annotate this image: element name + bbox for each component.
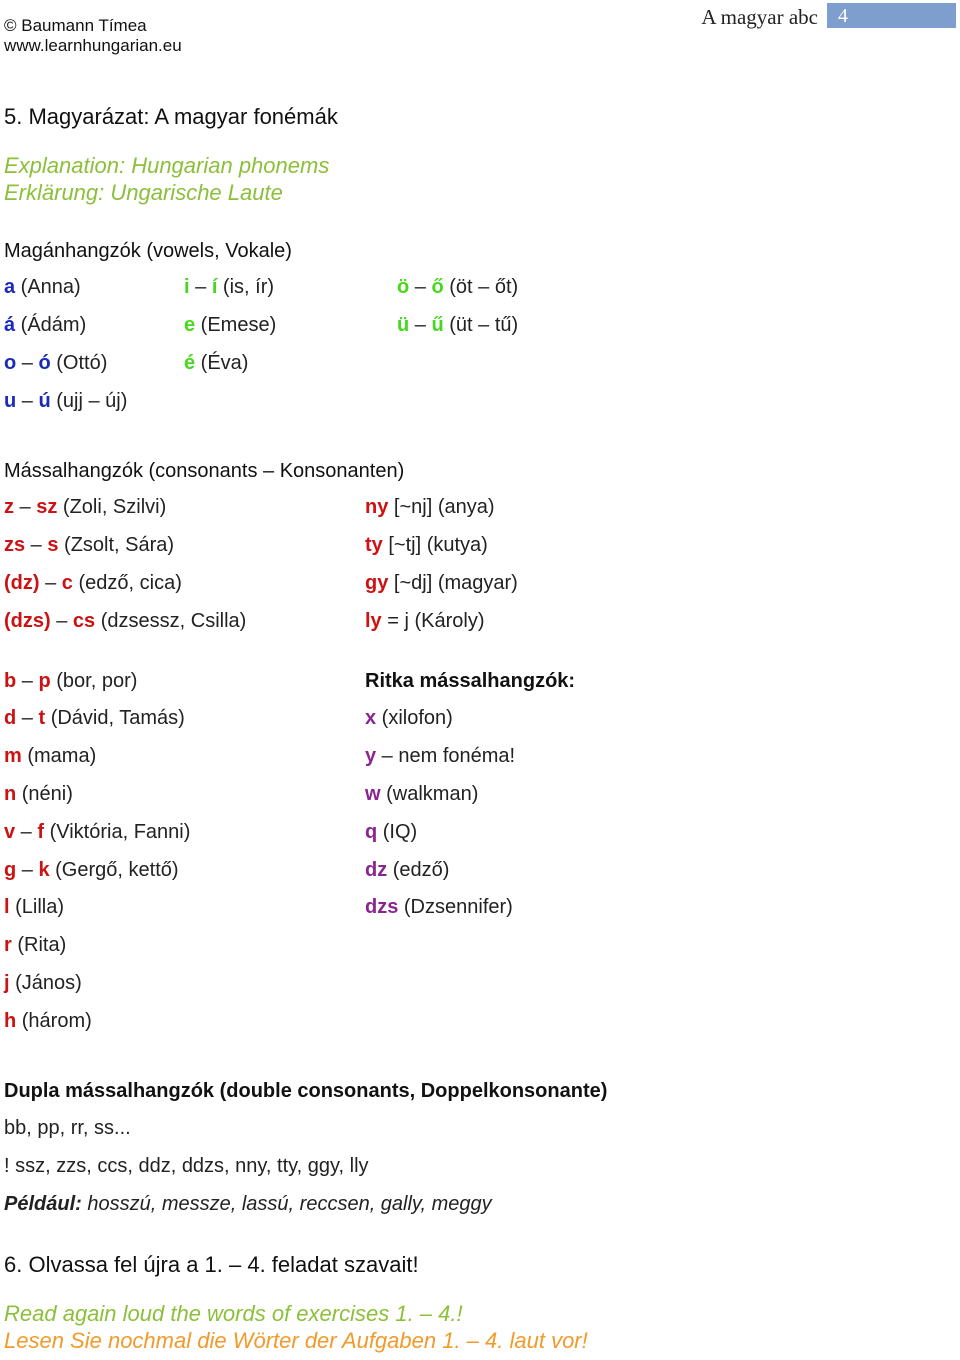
consonant-letter: ty	[365, 534, 383, 556]
page-number: 4	[838, 5, 848, 27]
vowel-example: (Ádám)	[15, 314, 87, 336]
copyright-text: © Baumann Tímea	[4, 16, 147, 35]
consonant-letter: t	[38, 707, 46, 729]
consonant-example: (Viktória, Fanni)	[44, 821, 191, 843]
rare-row-q	[365, 821, 417, 844]
section6-title: 6. Olvassa fel újra a 1. – 4. feladat szavait!	[4, 1252, 419, 1277]
rare-letter: q	[365, 821, 378, 843]
rare-consonants-heading: Ritka mássalhangzók:	[365, 670, 576, 692]
vowels-heading: Magánhangzók (vowels, Vokale)	[4, 240, 292, 262]
section5-title: 5. Magyarázat: A magyar fonémák	[4, 104, 338, 129]
consonant-example: (Gergő, kettő)	[49, 859, 179, 881]
consonant-letter: r	[4, 934, 12, 956]
consonant-letter: k	[38, 859, 50, 881]
rare-row-w	[365, 783, 478, 806]
rare-letter: y	[365, 745, 377, 767]
vowel-example: (ujj – új)	[50, 390, 128, 412]
consonant-row-z: z – sz (Zoli, Szilvi)	[4, 496, 167, 518]
consonant-row-j	[4, 972, 82, 995]
vowel-row-i: i – í (is, ír)	[184, 276, 275, 298]
rare-example: (edző)	[387, 859, 450, 881]
vowel-example: (üt – tű)	[443, 314, 519, 336]
vowel-row-o: o – ó (Ottó)	[4, 352, 108, 374]
consonant-letter: n	[4, 783, 17, 805]
vowel-letter: i	[184, 276, 190, 298]
consonant-example: (Zsolt, Sára)	[58, 534, 175, 556]
consonant-example: (három)	[16, 1010, 92, 1032]
consonant-letter: v	[4, 821, 16, 843]
rare-row-x	[365, 707, 453, 730]
example-label: Például:	[4, 1193, 82, 1215]
consonant-example: (bor, por)	[50, 670, 138, 692]
vowel-letter-long: ű	[431, 314, 444, 336]
vowel-letter: u	[4, 390, 17, 412]
vowel-letter-long: ó	[38, 352, 51, 374]
consonant-example: = j (Károly)	[381, 610, 485, 632]
vowel-letter-long: í	[211, 276, 218, 298]
consonant-letter: f	[37, 821, 45, 843]
rare-letter: dz	[365, 859, 388, 881]
consonant-row-ty	[365, 534, 488, 557]
vowel-row-aa	[4, 314, 86, 337]
section6-line-de: Lesen Sie nochmal die Wörter der Aufgaben 1. – 4. laut vor!	[4, 1328, 588, 1353]
consonant-row-h	[4, 1010, 92, 1033]
rare-row-y	[365, 745, 515, 768]
rare-row-dz	[365, 859, 449, 882]
vowel-example: (Éva)	[195, 352, 249, 374]
consonant-letter: d	[4, 707, 17, 729]
consonant-letter: cs	[72, 610, 96, 632]
consonant-example: (dzsessz, Csilla)	[95, 610, 247, 632]
consonant-letter: g	[4, 859, 17, 881]
consonant-example: (Zoli, Szilvi)	[57, 496, 167, 518]
vowel-letter: o	[4, 352, 17, 374]
consonant-letter: ly	[365, 610, 382, 632]
rare-example: (Dzsennifer)	[398, 896, 513, 918]
consonant-row-n	[4, 783, 73, 806]
consonant-row-gy	[365, 572, 518, 595]
consonant-row-b: b – p (bor, por)	[4, 670, 138, 692]
consonant-example: (Lilla)	[9, 896, 65, 918]
consonant-example: (Rita)	[11, 934, 67, 956]
section5-subtitle-de: Erklärung: Ungarische Laute	[4, 180, 283, 205]
vowel-row-oe: ö – ő (öt – őt)	[397, 276, 519, 298]
vowel-letter: é	[184, 352, 196, 374]
consonant-letter: p	[38, 670, 51, 692]
vowel-letter: e	[184, 314, 196, 336]
consonant-letter: m	[4, 745, 22, 767]
header-author	[4, 16, 182, 56]
consonant-row-m	[4, 745, 96, 768]
section6-line-en: Read again loud the words of exercises 1. – 4.!	[4, 1301, 463, 1326]
consonant-example: [~nj] (anya)	[388, 496, 495, 518]
vowel-row-a	[4, 276, 81, 299]
doc-title: A magyar abc	[701, 5, 818, 29]
vowel-letter-long: ú	[38, 390, 51, 412]
vowel-letter: ö	[397, 276, 410, 298]
consonant-letter: zs	[4, 534, 26, 556]
consonant-letter: (dz)	[4, 572, 40, 594]
consonant-letter: h	[4, 1010, 17, 1032]
vowel-example: (is, ír)	[217, 276, 275, 298]
consonant-letter: b	[4, 670, 17, 692]
vowel-example: (Emese)	[195, 314, 277, 336]
rare-letter: x	[365, 707, 377, 729]
website-text: www.learnhungarian.eu	[4, 36, 182, 55]
consonant-row-r	[4, 934, 66, 957]
rare-row-dzs	[365, 896, 513, 919]
consonant-letter: gy	[365, 572, 389, 594]
consonant-letter: j	[4, 972, 10, 994]
consonant-letter: ny	[365, 496, 389, 518]
rare-example: (walkman)	[380, 783, 479, 805]
vowel-example: (öt – őt)	[443, 276, 519, 298]
consonant-example: (János)	[9, 972, 82, 994]
consonants-heading: Mássalhangzók (consonants – Konsonanten)	[4, 460, 405, 482]
consonant-row-ny	[365, 496, 495, 519]
consonant-example: [~tj] (kutya)	[382, 534, 488, 556]
vowel-example: (Anna)	[15, 276, 81, 298]
consonant-example: (néni)	[16, 783, 73, 805]
consonant-row-dz: (dz) – c (edző, cica)	[4, 572, 182, 594]
vowel-example: (Ottó)	[50, 352, 108, 374]
vowel-row-e	[184, 314, 276, 337]
double-consonants-line2: ! ssz, zzs, ccs, ddz, ddzs, nny, tty, ggy, lly	[4, 1155, 369, 1177]
rare-example: – nem fonéma!	[376, 745, 516, 767]
vowel-letter: a	[4, 276, 16, 298]
section5-subtitle-en: Explanation: Hungarian phonems	[4, 153, 330, 178]
consonant-row-v: v – f (Viktória, Fanni)	[4, 821, 191, 843]
example-text: hosszú, messze, lassú, reccsen, gally, meggy	[81, 1193, 492, 1215]
consonant-row-ly	[365, 610, 485, 633]
vowel-row-u: u – ú (ujj – új)	[4, 390, 128, 412]
consonant-letter: s	[47, 534, 59, 556]
rare-example: (IQ)	[377, 821, 418, 843]
double-consonants-heading: Dupla mássalhangzók (double consonants, Doppelkonsonante)	[4, 1080, 608, 1102]
consonant-letter: c	[61, 572, 73, 594]
vowel-letter-long: ő	[431, 276, 444, 298]
consonant-row-d: d – t (Dávid, Tamás)	[4, 707, 185, 729]
consonant-example: (mama)	[21, 745, 97, 767]
rare-letter: w	[365, 783, 381, 805]
consonant-row-g: g – k (Gergő, kettő)	[4, 859, 179, 881]
vowel-row-ue: ü – ű (üt – tű)	[397, 314, 519, 336]
consonant-example: (Dávid, Tamás)	[45, 707, 185, 729]
vowel-letter: ü	[397, 314, 410, 336]
consonant-letter: (dzs)	[4, 610, 51, 632]
consonant-letter: sz	[36, 496, 58, 518]
consonant-row-l	[4, 896, 64, 919]
double-consonants-example	[4, 1193, 492, 1216]
rare-letter: dzs	[365, 896, 399, 918]
consonant-example: [~dj] (magyar)	[388, 572, 518, 594]
consonant-letter: l	[4, 896, 10, 918]
vowel-letter: á	[4, 314, 16, 336]
rare-example: (xilofon)	[376, 707, 453, 729]
consonant-row-zs: zs – s (Zsolt, Sára)	[4, 534, 175, 556]
double-consonants-line1: bb, pp, rr, ss...	[4, 1117, 131, 1139]
consonant-letter: z	[4, 496, 14, 518]
consonant-row-dzs: (dzs) – cs (dzsessz, Csilla)	[4, 610, 247, 632]
consonant-example: (edző, cica)	[72, 572, 182, 594]
vowel-row-ee	[184, 352, 248, 375]
